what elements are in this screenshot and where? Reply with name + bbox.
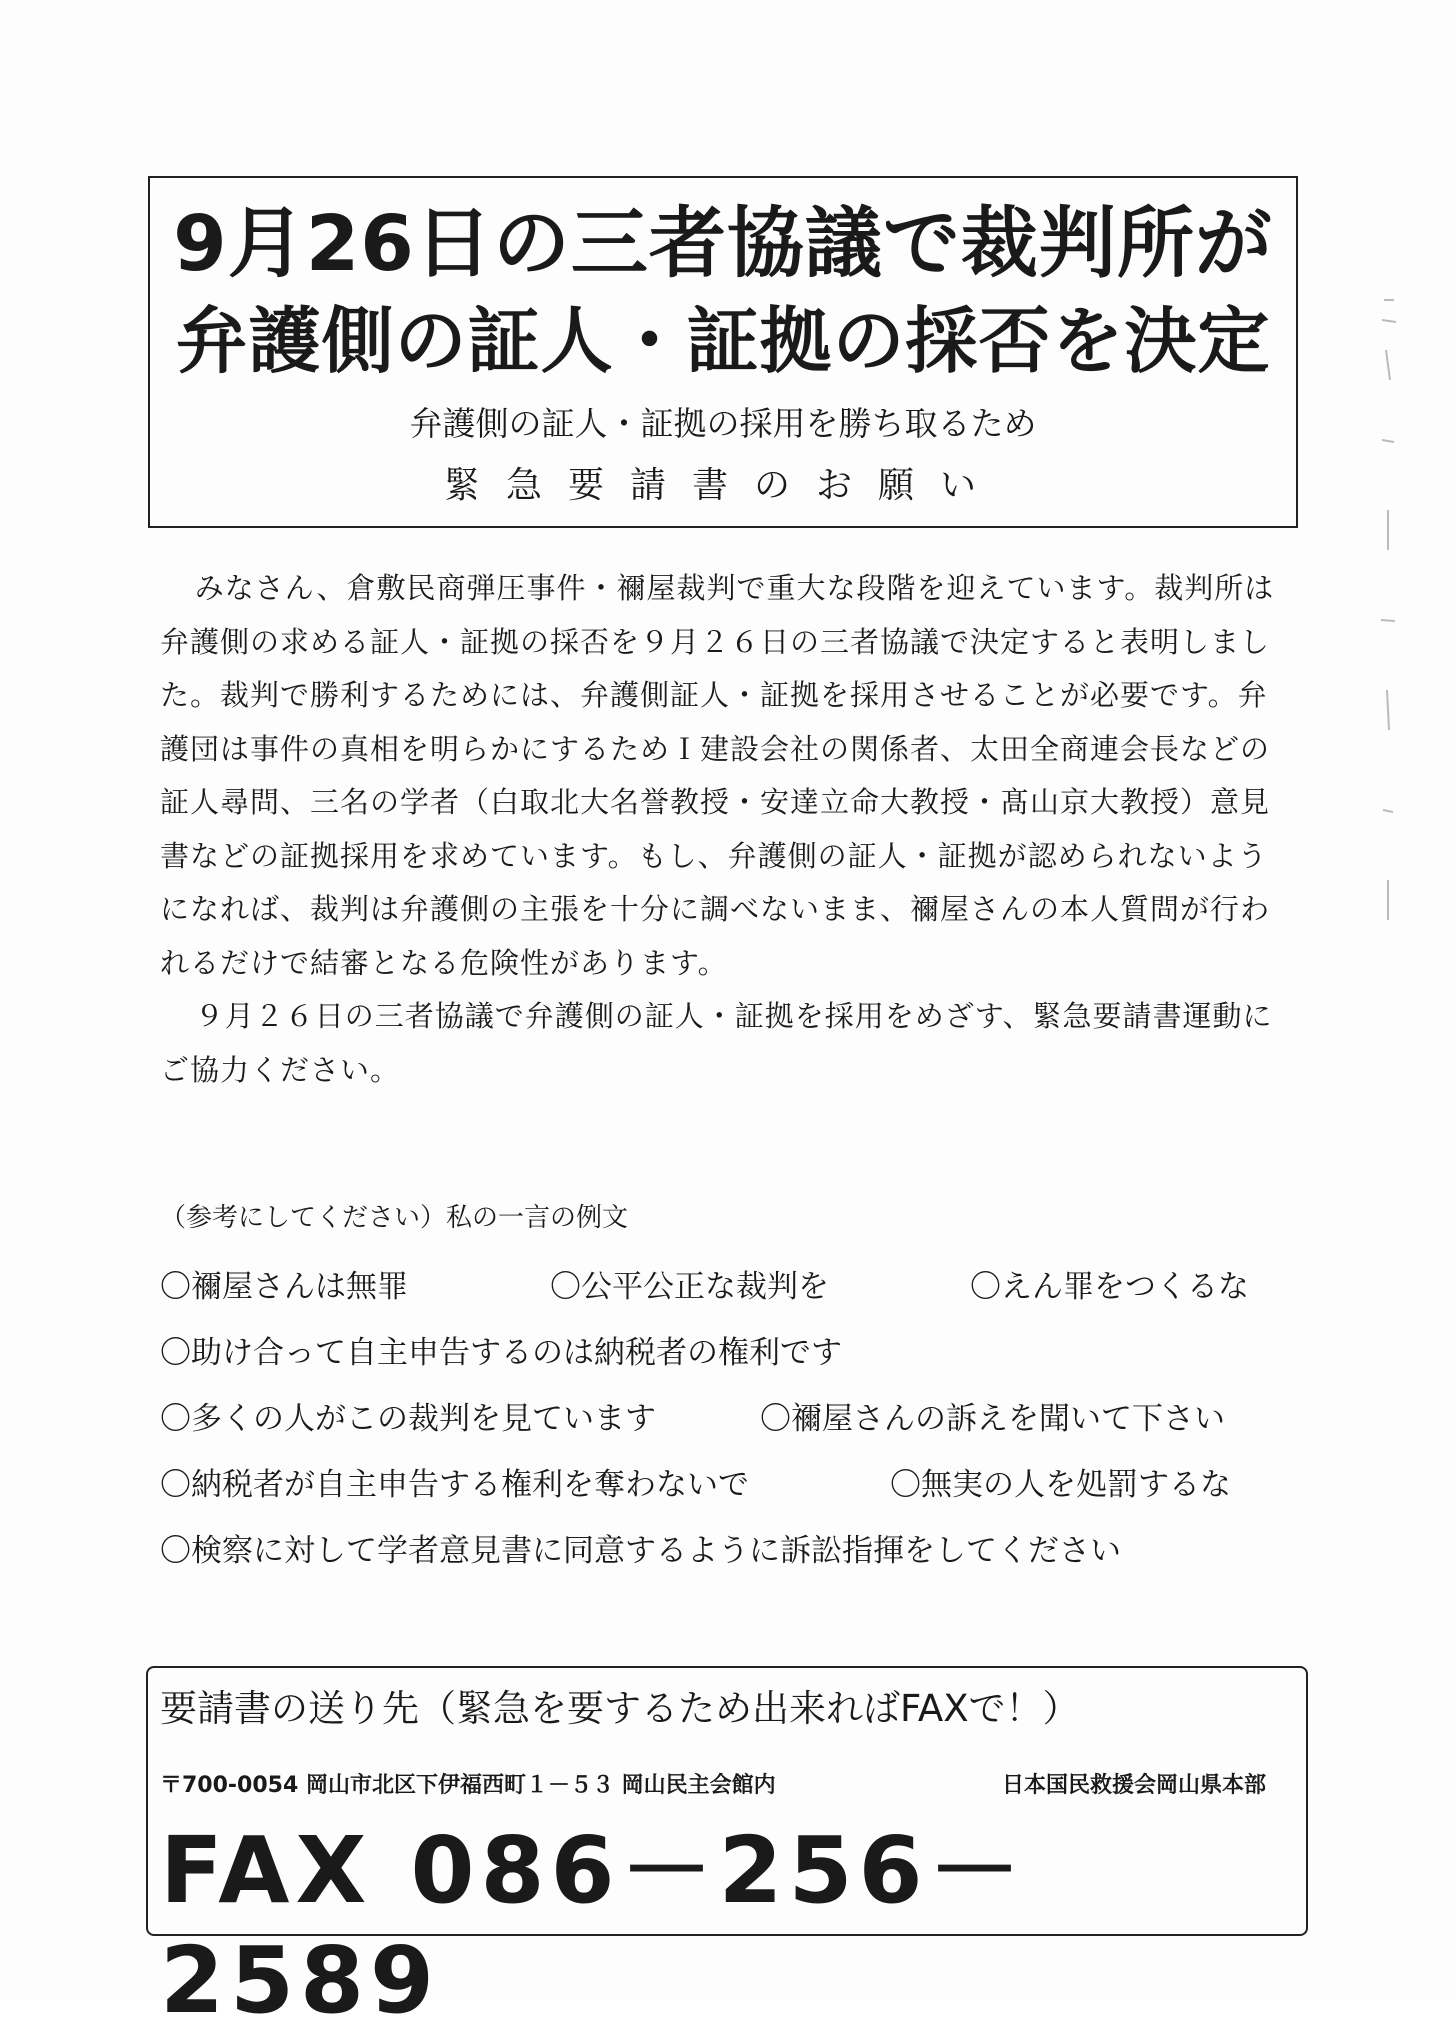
- example-phrase: 〇公平公正な裁判を: [550, 1268, 829, 1305]
- example-phrase: 〇多くの人がこの裁判を見ています: [160, 1400, 656, 1437]
- example-phrase: 〇無実の人を処罰するな: [890, 1466, 1231, 1503]
- example-row-1: [160, 1250, 1300, 1316]
- example-phrases: [160, 1198, 1300, 1580]
- subheading: 弁護側の証人・証拠の採用を勝ち取るため: [409, 404, 1037, 443]
- body-paragraph-1: みなさん、倉敷民商弾圧事件・禰屋裁判で重大な段階を迎えています。裁判所は弁護側の求める証人・証拠の採否を９月２６日の三者協議で決定すると表明しました。裁判で勝利するためには、弁護側証人・証拠を採用させることが必要です。弁護団は事件の真相を明らかにするためＩ建設会社の関係者、太田全商連会長などの証人尋問、三名の学者（白取北大名誉教授・安達立命大教授・髙山京大教授）意見書などの証拠採用を求めています。もし、弁護側の証人・証拠が認められないようになれば、裁判は弁護側の主張を十分に調べないまま、禰屋さんの本人質問が行われるだけで結審となる危険性があります。: [160, 571, 1275, 980]
- example-phrase: 〇えん罪をつくるな: [970, 1268, 1249, 1305]
- title-box: [148, 176, 1298, 528]
- example-phrase: 〇納税者が自主申告する権利を奪わないで: [160, 1466, 749, 1503]
- example-row-3: [160, 1382, 1300, 1448]
- fax-number: FAX 086－256－2589: [160, 1817, 1027, 2034]
- example-phrase: 〇禰屋さんは無罪: [160, 1268, 408, 1305]
- examples-header: （参考にしてください）私の一言の例文: [160, 1203, 629, 1233]
- scan-artifact-marks: [1376, 290, 1400, 930]
- body-paragraph-2: ９月２６日の三者協議で弁護側の証人・証拠を採用をめざす、緊急要請書運動にご協力ください。: [160, 999, 1273, 1087]
- example-phrase: 〇助け合って自主申告するのは納税者の権利です: [160, 1334, 842, 1371]
- example-phrase: 〇検察に対して学者意見書に同意するように訴訟指揮をしてください: [160, 1532, 1121, 1569]
- address-heading: 要請書の送り先（緊急を要するため出来ればFAXで！）: [160, 1687, 1080, 1730]
- headline-line2: 弁護側の証人・証拠の採否を決定: [175, 299, 1271, 383]
- example-row-2: [160, 1316, 1300, 1382]
- headline-line1: 9月26日の三者協議で裁判所が: [173, 200, 1273, 289]
- appeal-heading: 緊急要請書のお願い: [443, 465, 1002, 506]
- address-box: [146, 1666, 1308, 2034]
- example-phrase: 〇禰屋さんの訴えを聞いて下さい: [760, 1400, 1225, 1437]
- example-row-4: [160, 1448, 1300, 1514]
- organization-name: 日本国民救援会岡山県本部: [1001, 1773, 1266, 1798]
- postal-address: 〒700-0054 岡山市北区下伊福西町１－５３ 岡山民主会館内: [160, 1773, 776, 1798]
- example-row-5: [160, 1514, 1300, 1580]
- body-text: [160, 562, 1280, 1097]
